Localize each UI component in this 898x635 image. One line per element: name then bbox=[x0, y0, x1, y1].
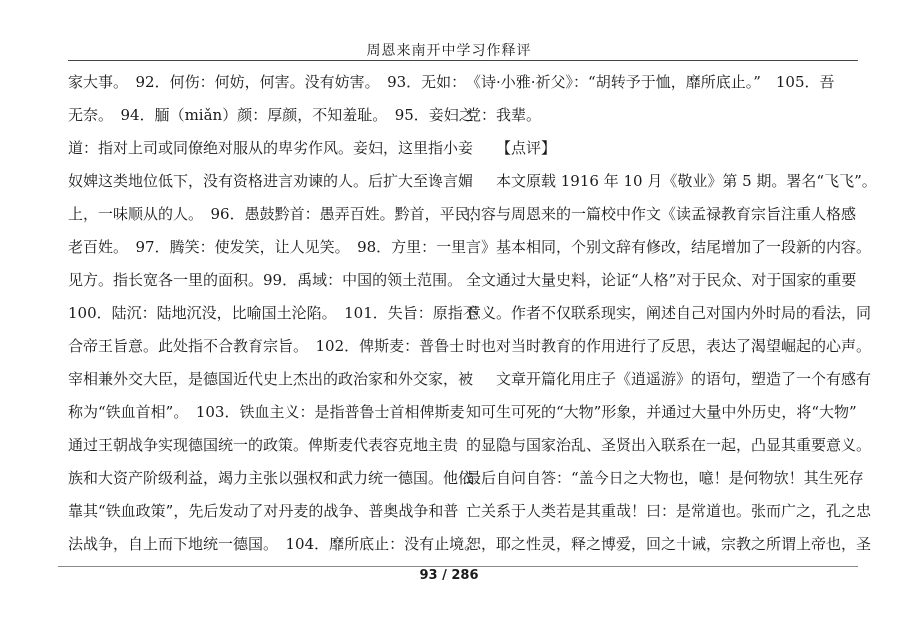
text-line: 族和大资产阶级利益，竭力主张以强权和武力统一德国。他依 bbox=[68, 469, 474, 487]
text-line: 见方。指长宽各一里的面积。99．禹域：中国的领土范围。 bbox=[68, 271, 463, 289]
left-column bbox=[68, 66, 485, 561]
text-line: 称为“铁血首相”。 103．铁血主义：是指普鲁士首相俾斯麦 bbox=[68, 403, 465, 421]
text-line: 亡关系于人类若是其重哉！曰：是常道也。张而广之，孔之忠 bbox=[466, 502, 872, 520]
right-column bbox=[466, 66, 877, 561]
text-line: 上，一味顺从的人。 96．愚鼓黔首：愚弄百姓。黔首，平民， bbox=[68, 205, 485, 223]
text-line: 100．陆沉：陆地沉没，比喻国土沦陷。 101．失旨：原指不 bbox=[68, 304, 478, 322]
text-line: 恕，耶之性灵，释之博爱，回之十诫，宗教之所谓上帝也，圣 bbox=[466, 535, 872, 553]
text-line: 《诗·小雅·祈父》：“胡转予于恤，靡所底止。” 105．吾 bbox=[466, 73, 835, 91]
text-line: 法战争，自上而下地统一德国。 104．靡所底止：没有止境。 bbox=[68, 535, 480, 553]
text-line: 无奈。 94．腼（miǎn）颜：厚颜，不知羞耻。 95．妾妇之 bbox=[68, 106, 474, 124]
text-line: 靠其“铁血政策”，先后发动了对丹麦的战争、普奥战争和普 bbox=[68, 502, 459, 520]
commentary-heading: 【点评】 bbox=[496, 139, 557, 157]
text-line: 文章开篇化用庄子《逍遥游》的语句，塑造了一个有感有 bbox=[496, 370, 872, 388]
header-rule bbox=[68, 60, 858, 61]
text-line: 合帝王旨意。此处指不合教育宗旨。 102．俾斯麦：普鲁士 bbox=[68, 337, 465, 355]
page-number: 93 / 286 bbox=[419, 568, 479, 583]
text-line: 的显隐与国家治乱、圣贤出入联系在一起，凸显其重要意义。 bbox=[466, 436, 872, 454]
text-line: 家大事。 92．何伤：何妨，何害。没有妨害。 93．无如： bbox=[68, 73, 467, 91]
text-line: 内容与周恩来的一篇校中作文《读孟禄教育宗旨注重人格感 bbox=[466, 205, 857, 223]
text-line: 时也对当时教育的作用进行了反思，表达了渴望崛起的心声。 bbox=[466, 337, 872, 355]
footer-rule bbox=[58, 566, 858, 567]
text-line: 最后自问自答：“盖今日之大物也，噫！是何物欤！其生死存 bbox=[466, 469, 864, 487]
text-line: 党：我辈。 bbox=[466, 106, 542, 124]
text-line: 奴婢这类地位低下，没有资格进言劝谏的人。后扩大至谗言媚 bbox=[68, 172, 474, 190]
text-line: 宰相兼外交大臣，是德国近代史上杰出的政治家和外交家，被 bbox=[68, 370, 474, 388]
text-line: 全文通过大量史料，论证“人格”对于民众、对于国家的重要 bbox=[466, 271, 857, 289]
running-header: 周恩来南开中学习作释评 bbox=[366, 43, 532, 59]
text-line: 知可生可死的“大物”形象，并通过大量中外历史，将“大物” bbox=[466, 403, 857, 421]
text-line: 本文原载 1916 年 10 月《敬业》第 5 期。署名“飞飞”。 bbox=[496, 172, 877, 190]
text-line: 道：指对上司或同僚绝对服从的卑劣作风。妾妇，这里指小妾 bbox=[68, 139, 474, 157]
text-line: 通过王朝战争实现德国统一的政策。俾斯麦代表容克地主贵 bbox=[68, 436, 459, 454]
text-line: 老百姓。 97．腾笑：使发笑，让人见笑。 98．方里：一里 bbox=[68, 238, 467, 256]
text-line: 意义。作者不仅联系现实，阐述自己对国内外时局的看法，同 bbox=[466, 304, 872, 322]
text-line: 言》基本相同，个别文辞有修改，结尾增加了一段新的内容。 bbox=[466, 238, 872, 256]
